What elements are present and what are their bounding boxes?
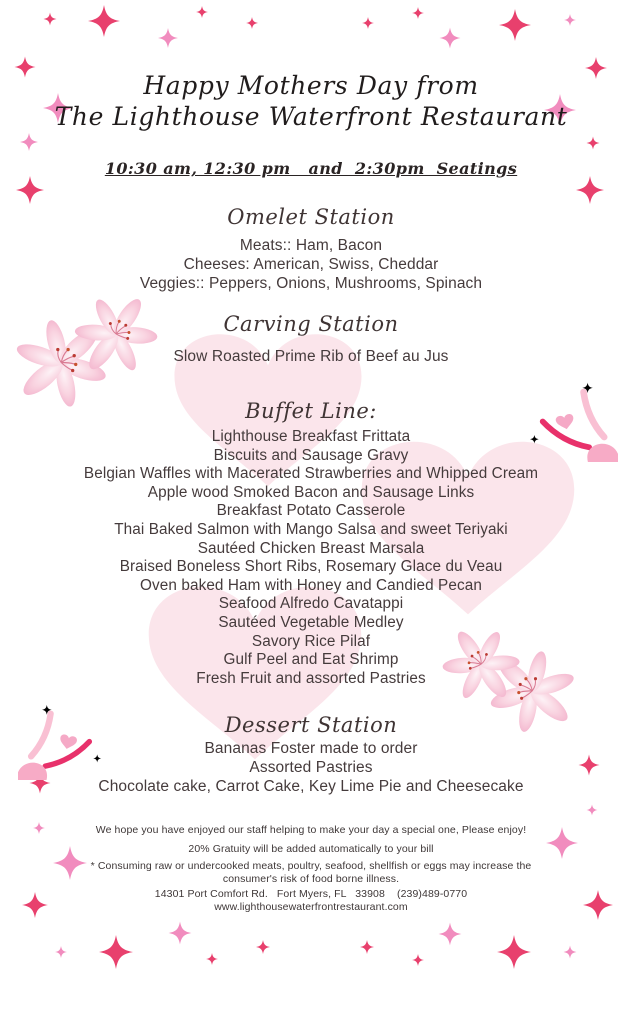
menu-item: Apple wood Smoked Bacon and Sausage Links xyxy=(147,483,475,501)
footer-gratuity-note: 20% Gratuity will be added automatically to your bill xyxy=(188,843,434,855)
menu-item: Thai Baked Salmon with Mango Salsa and sweet Teriyaki xyxy=(114,520,508,538)
menu-item: Savory Rice Pilaf xyxy=(251,632,371,650)
menu-item: Lighthouse Breakfast Frittata xyxy=(211,428,411,445)
menu-item: Sautéed Chicken Breast Marsala xyxy=(197,539,425,557)
menu-item: Braised Boneless Short Ribs, Rosemary Glace du Veau xyxy=(119,558,503,576)
menu-item: Seafood Alfredo Cavatappi xyxy=(218,595,404,613)
menu-item: Bananas Foster made to order xyxy=(204,740,418,757)
seating-times: 10:30 am, 12:30 pm and 2:30pm Seatings xyxy=(104,159,518,178)
menu-item: Veggies:: Peppers, Onions, Mushrooms, Spinach xyxy=(139,275,483,292)
buffet-line-heading: Buffet Line: xyxy=(245,399,377,423)
menu-item: Assorted Pastries xyxy=(249,759,373,776)
menu-item: Breakfast Potato Casserole xyxy=(216,502,406,520)
omelet-station-items xyxy=(0,236,622,293)
menu-item: Cheeses: American, Swiss, Cheddar xyxy=(183,256,439,273)
carving-station-items xyxy=(0,347,622,366)
dessert-station-items xyxy=(0,739,622,796)
footer xyxy=(0,824,622,914)
omelet-station-heading: Omelet Station xyxy=(227,205,395,229)
page-title-line2: The Lighthouse Waterfront Restaurant xyxy=(54,102,568,131)
menu-item: Chocolate cake, Carrot Cake, Key Lime Pie and Cheesecake xyxy=(98,778,524,795)
page-title-line1: Happy Mothers Day from xyxy=(143,71,479,100)
menu-item: Slow Roasted Prime Rib of Beef au Jus xyxy=(173,348,449,365)
dessert-station-heading: Dessert Station xyxy=(224,713,398,737)
footer-health-disclaimer: * Consuming raw or undercooked meats, poultry, seafood, shellfish or eggs may increase the consumer's risk of food borne illness. xyxy=(90,860,535,885)
menu-item: Sautéed Vegetable Medley xyxy=(218,613,404,631)
menu-item: Biscuits and Sausage Gravy xyxy=(213,446,409,464)
footer-thanks-note: We hope you have enjoyed our staff helping to make your day a special one, Please enjoy! xyxy=(95,824,527,836)
footer-website: www.lighthousewaterfrontrestaurant.com xyxy=(214,901,408,913)
menu-item: Fresh Fruit and assorted Pastries xyxy=(196,669,426,687)
menu-item: Meats:: Ham, Bacon xyxy=(239,237,383,254)
menu-item: Belgian Waffles with Macerated Strawberries and Whipped Cream xyxy=(83,465,539,483)
buffet-line-items xyxy=(0,428,622,688)
menu-item: Oven baked Ham with Honey and Candied Pecan xyxy=(140,576,482,594)
carving-station-heading: Carving Station xyxy=(223,312,399,336)
menu-item: Gulf Peel and Eat Shrimp xyxy=(223,651,399,669)
footer-address: 14301 Port Comfort Rd. Fort Myers, FL 33908 (239)489-0770 xyxy=(154,888,468,900)
